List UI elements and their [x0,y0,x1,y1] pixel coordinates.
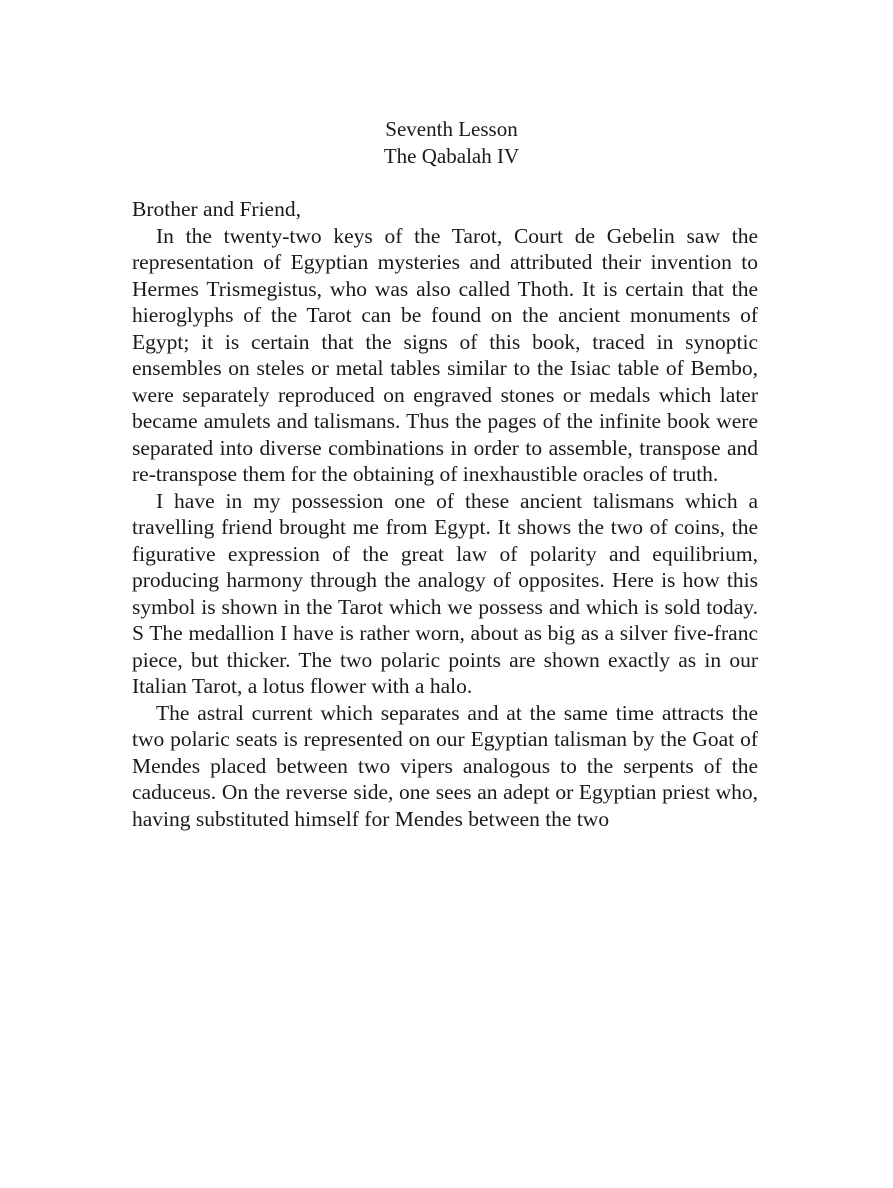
paragraph-astral-current: The astral current which separates and at the same time attracts the two polaric seats is represented on our Egyptian talisman by the Goat of Mendes placed between two vipers analogous to the serpents of the caduceus. On the reverse side, one sees an adept or Egyptian priest who, having substituted himself for Mendes between the two [132,700,758,831]
lesson-heading [0,116,893,170]
body-text [132,196,758,832]
paragraph-talisman: I have in my possession one of these ancient talismans which a travelling friend brought me from Egypt. It shows the two of coins, the figurative expression of the great law of polarity and equilibrium, producing harmony through the analogy of opposites. Here is how this symbol is shown in the Tarot which we possess and which is sold today. S The medallion I have is rather worn, about as big as a silver five-franc piece, but thicker. The two polaric points are shown exactly as in our Italian Tarot, a lotus flower with a halo. [132,488,758,698]
lesson-title: Seventh Lesson [385,117,518,141]
salutation: Brother and Friend, [132,197,301,221]
paragraph-tarot-keys: In the twenty-two keys of the Tarot, Court de Gebelin saw the representation of Egyptian mysteries and attributed their invention to Hermes Trismegistus, who was also called Thoth. It is certain that the hieroglyphs of the Tarot can be found on the ancient monuments of Egypt; it is certain that the signs of this book, traced in synoptic ensembles on steles or metal tables similar to the Isiac table of Bembo, were separately reproduced on engraved stones or medals which later became amulets and talismans. Thus the pages of the infinite book were separated into diverse combinations in order to assemble, transpose and re-transpose them for the obtaining of inexhaustible oracles of truth. [132,223,758,486]
lesson-subtitle: The Qabalah IV [383,144,520,168]
